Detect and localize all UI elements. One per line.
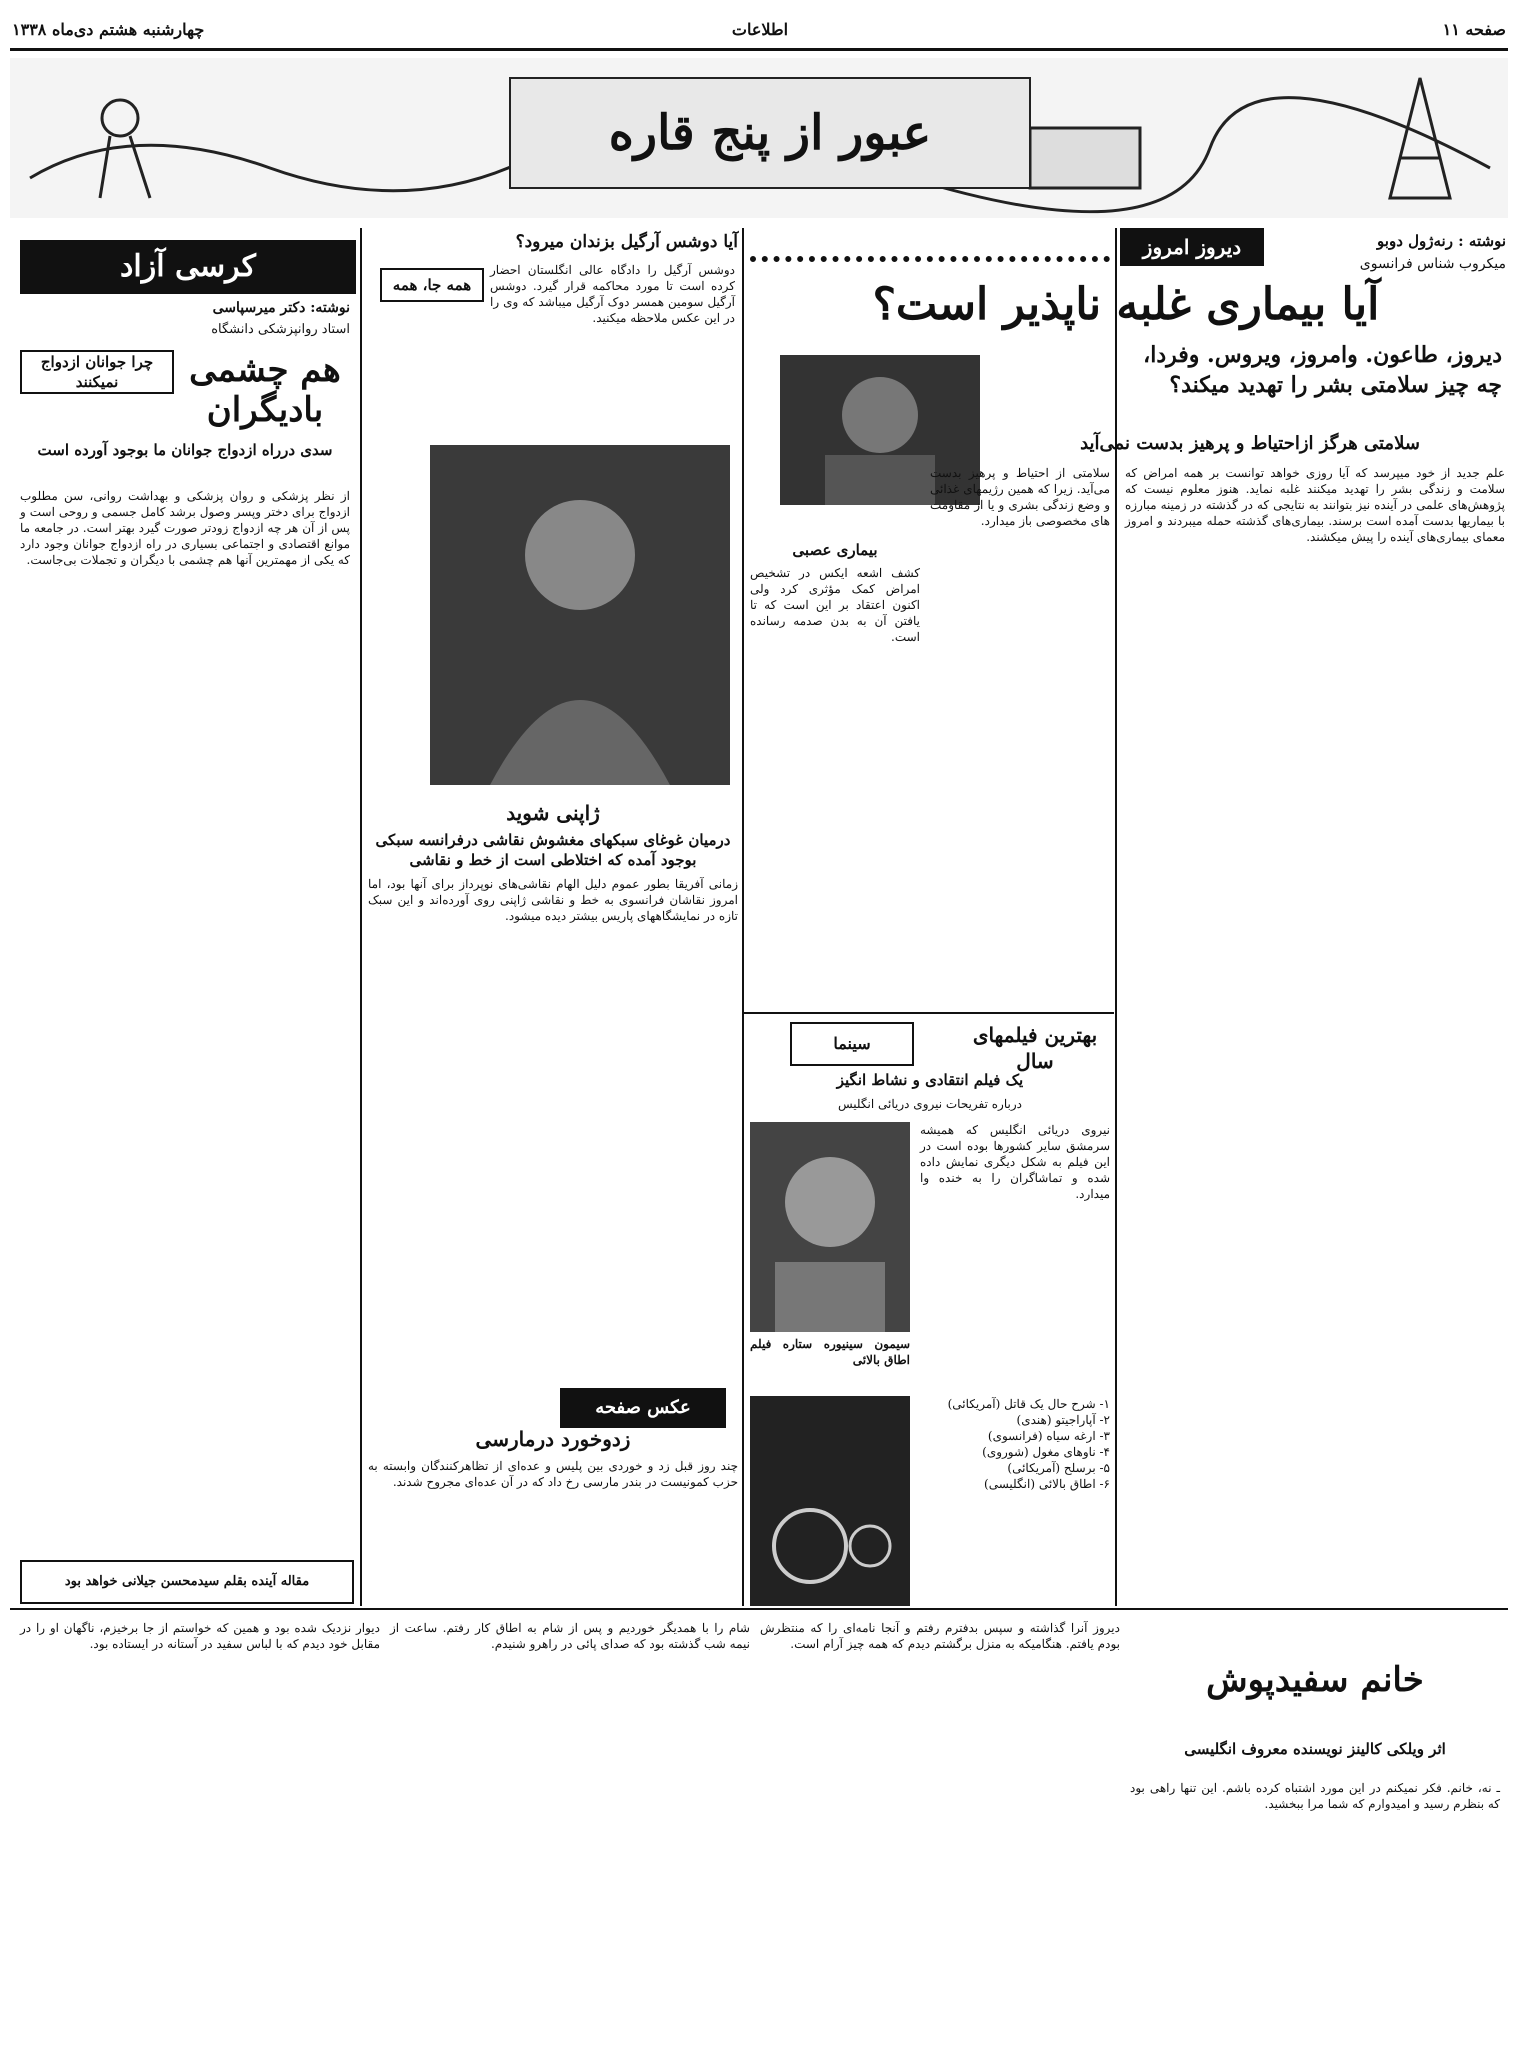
subsection-title-nervous: بیماری عصبی (792, 541, 878, 559)
kicker: سلامتی هرگز ازاحتیاط و پرهیز بدست نمی‌آید (1080, 433, 1420, 454)
bicycle-photo (750, 1396, 910, 1606)
author-line: نوشته : رنه‌ژول دوبو (1377, 232, 1506, 250)
films-headline: بهترین فیلمهای سال (972, 1023, 1098, 1073)
films-subheadline: یک فیلم انتقادی و نشاط انگیز (836, 1071, 1024, 1089)
free-chair-subheadline: سدی درراه ازدواج جوانان ما بوجود آورده است (37, 441, 333, 459)
why-youth-stamp: چرا جوانان ازدواج نمیکنند (20, 350, 174, 394)
banner-title: عبور از پنج قاره (608, 105, 932, 161)
photo-page-body: چند روز قبل زد و خوردی بین پلیس و عده‌ای از تظاهرکنندگان وابسته به حزب کمونیست در بندر مارسی رخ داد که در آن عده‌ای مجروح شدند. (368, 1459, 738, 1489)
free-chair-author: نوشته: دکتر میرسپاسی (212, 300, 350, 316)
films-list (920, 1396, 1110, 1606)
actress-portrait-icon (750, 1122, 910, 1332)
main-article-body-col2: سلامتی از احتیاط و پرهیز بدست می‌آید. زیرا که همین رژیمهای غذائی و وضع زندگی بشری و یا از مقاومت های مخصوصی باز میدارد. (930, 466, 1110, 528)
bicycle-icon (750, 1396, 910, 1606)
page-number: صفحه ۱۱ (1442, 20, 1506, 39)
duchess-body: دوشس آرگیل را دادگاه عالی انگلستان احضار کرده است تا مورد محاکمه قرار گیرد. دوشس آرگیل سومین همسر دوک آرگیل میباشد که وی را در این عکس ملاحظه میکنید. (490, 263, 735, 325)
films-kicker: درباره تفریحات نیروی دریائی انگلیس (838, 1097, 1022, 1111)
films-list-item: ۶- اطاق بالائی (انگلیسی) (984, 1477, 1110, 1491)
serial-body-col2: دیروز آنرا گذاشته و سپس بدفترم رفتم و آنجا نامه‌ای را که منتظرش بودم یافتم. هنگامیکه به منزل برگشتم دیدم که همه چیز آرام است. (760, 1621, 1120, 1651)
films-list-item: ۵- برسلح (آمریکائی) (1007, 1461, 1110, 1475)
japanese-body: زمانی آفریقا بطور عموم دلیل الهام نقاشی‌های نوپرداز برای آنها بود، اما امروز نقاشان فرانسوی به خط و نقاشی ژاپنی روی آورده‌اند و این سبک تازه در نمایشگاههای پاریس بیشتر دیده میشود. (368, 877, 738, 923)
films-list-item: ۲- آپاراجیتو (هندی) (1016, 1413, 1110, 1427)
free-chair-author-title: استاد روانپزشکی دانشگاه (211, 322, 350, 337)
main-article-body-col3: کشف اشعه ایکس در تشخیص امراض کمک مؤثری کرد ولی اکنون اعتقاد بر این است که تا یافتن آن به بدن صدمه رسانده است. (750, 566, 920, 644)
newspaper-name: اطلاعات (731, 20, 789, 39)
films-list-item: ۱- شرح حال یک قاتل (آمریکائی) (947, 1397, 1110, 1411)
japanese-subheadline: درمیان غوغای سبکهای مغشوش نقاشی درفرانسه سبکی بوجود آمده که اختلاطی است از خط و نقاشی (375, 831, 731, 869)
photo-page-stamp: عکس صفحه (560, 1388, 726, 1428)
woman-portrait-icon (430, 445, 730, 785)
duchess-photo (430, 445, 730, 785)
section-stamp-yesterday-today: دیروز امروز (1120, 228, 1264, 266)
serial-byline: اثر ویلکی کالینز نویسنده معروف انگلیسی (1184, 1740, 1446, 1758)
main-headline: آیا بیماری غلبه ناپذیر است؟ (872, 279, 1380, 330)
actress-caption: سیمون سینیوره ستاره فیلم اطاق بالائی (750, 1337, 910, 1367)
actress-photo (750, 1122, 910, 1332)
free-chair-title: کرسی آزاد (20, 240, 356, 294)
serial-body-col1: ـ نه، خانم. فکر نمیکنم در این مورد اشتباه کرده باشم. این تنها راهی بود که بنظرم رسید و امیدوارم که شما مرا ببخشید. (1130, 1781, 1500, 1811)
free-chair-body: از نظر پزشکی و روان پزشکی و بهداشت روانی، سن مطلوب ازدواج برای دختر وپسر وصول برشد کامل جسمی و روحی است و پس از آن هر چه ازدواج زودتر صورت گیرد بهتر است. در جامعه ما موانع اقتصادی و اجتماعی بسیاری در راه ازدواج جوانان وجود دارد که یکی از مهمترین آنها هم چشمی با دیگران و تجملات بی‌جاست. (20, 489, 350, 567)
films-stamp: سینما (790, 1022, 914, 1066)
issue-date: چهارشنبه هشتم دی‌ماه ۱۳۳۸ (12, 20, 205, 39)
main-article-body-col1: علم جدید از خود میپرسد که آیا روزی خواهد توانست بر همه امراض که سلامت و زندگی بشر را تهدید میکنند غلبه نماید. هنوز معلوم نیست که پژوهش‌های علمی در آینده نیز بتوانند به نتایجی که در گذشته در زمینه مبارزه با بیماریها بدست آمده است برسند. بیماری‌های گذشته حمله میبردند و امروز معمای بیماری‌های آینده را پیش میکشند. (1125, 466, 1505, 544)
author-title: میکروب شناس فرانسوی (1359, 256, 1506, 272)
duchess-headline: آیا دوشس آرگیل بزندان میرود؟ (515, 232, 738, 252)
duchess-stamp: همه جا، همه (380, 268, 484, 302)
sub-headline: دیروز، طاعون. وامروز، ویروس. وفردا، چه چیز سلامتی بشر را تهدید میکند؟ (1143, 342, 1502, 398)
japanese-headline: ژاپنی شوید (506, 801, 600, 825)
decorative-dots (750, 234, 1110, 262)
films-list-item: ۳- ارغه سیاه (فرانسوی) (987, 1429, 1110, 1443)
section-banner (10, 58, 1508, 218)
films-list-item: ۴- ناوهای مغول (شوروی) (982, 1445, 1110, 1459)
free-chair-headline: هم چشمی بادیگران (189, 350, 341, 430)
serial-title: خانم سفیدپوش (1206, 1660, 1424, 1700)
next-article-note: مقاله آینده بقلم سیدمحسن جیلانی خواهد بود (20, 1560, 354, 1604)
serial-body-col3: شام را با همدیگر خوردیم و پس از شام به اطاق کار رفتم. ساعت از نیمه شب گذشته بود که صدای پائی در راهرو شنیدم. (390, 1621, 750, 1651)
serial-body-col4: دیوار نزدیک شده بود و همین که خواستم از جا برخیزم، ناگهان او را در مقابل خود دیدم که با لباس سفید در آستانه در ایستاده بود. (20, 1621, 380, 1651)
photo-page-headline: زدوخورد درمارسی (475, 1427, 631, 1451)
films-body-col1: نیروی دریائی انگلیس که همیشه سرمشق سایر کشورها بوده است در این فیلم به شکل دیگری نمایش داده شده و تماشاگران را به خنده وا میدارد. (920, 1123, 1110, 1201)
